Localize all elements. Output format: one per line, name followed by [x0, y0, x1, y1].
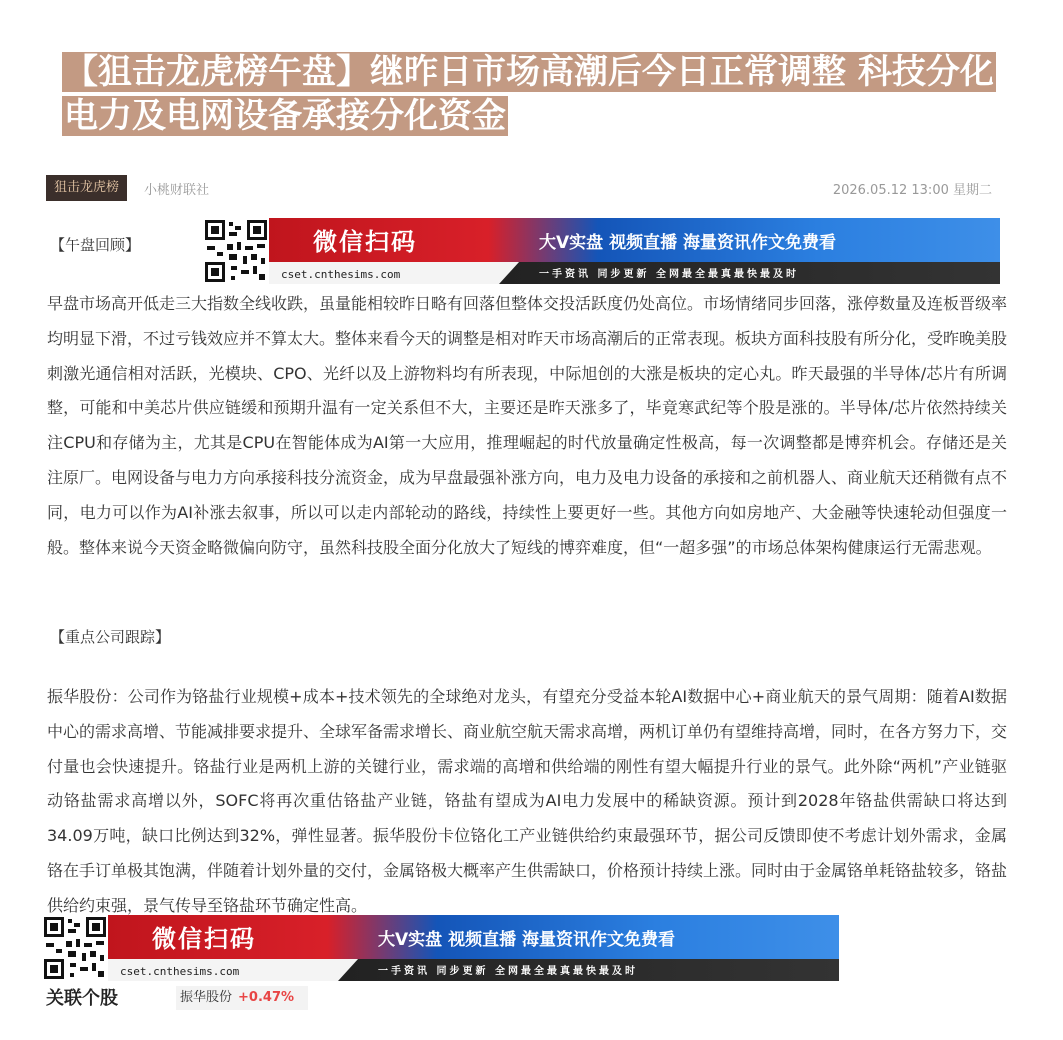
banner-title: 微信扫码 [152, 925, 256, 953]
banner-subline: 一手资讯 同步更新 全网最全最真最快最及时 [378, 966, 638, 977]
stock-change: +0.47% [238, 990, 295, 1005]
banner-body [269, 218, 1000, 284]
key-companies-paragraph: 振华股份：公司作为铬盐行业规模+成本+技术领先的全球绝对龙头，有望充分受益本轮AI数据中心+商业航天的景气周期：随着AI数据中心的需求高增、节能减排要求提升、全球军备需求增长、商业航空航天需求高增，两机订单仍有望维持高增，同时，在各方努力下，交付量也会快速提升。铬盐行业是两机上游的关键行业，需求端的高增和供给端的刚性有望大幅提升行业的景气。此外除“两机”产业链驱动铬盐需求高增以外，SOFC将再次重估铬盐产业链，铬盐有望成为AI电力发展中的稀缺资源。预计到2028年铬盐供需缺口将达到34.09万吨，缺口比例达到32%，弹性显著。振华股份卡位铬化工产业链供给约束最强环节，据公司反馈即使不考虑计划外需求，金属铬在手订单极其饱满，伴随着计划外量的交付，金属铬极大概率产生供需缺口，价格预计持续上涨。同时由于金属铬单耗铬盐较多，铬盐供给约束强，景气传导至铬盐环节确定性高。 [47, 687, 1008, 915]
wechat-banner-bottom[interactable] [42, 915, 839, 981]
column-tag[interactable]: 狙击龙虎榜 [46, 175, 127, 201]
qr-code-icon [203, 218, 269, 284]
banner-url: cset.cnthesims.com [281, 268, 401, 281]
banner-headline: 大V实盘 视频直播 海量资讯作文免费看 [539, 233, 836, 253]
article-meta [46, 175, 992, 203]
related-stocks-title: 关联个股 [46, 988, 118, 1009]
stock-name: 振华股份 [180, 990, 233, 1005]
qr-code-icon [42, 915, 108, 981]
section-heading-midday-review: 【午盘回顾】 [50, 236, 141, 254]
author: 小桃财联社 [144, 183, 210, 198]
banner-url: cset.cnthesims.com [120, 965, 240, 978]
article-title: 【狙击龙虎榜午盘】继昨日市场高潮后今日正常调整 科技分化电力及电网设备承接分化资金 [64, 52, 994, 136]
publish-date: 2026.05.12 13:00 星期二 [832, 183, 992, 198]
wechat-banner-top[interactable] [203, 218, 1000, 284]
section-heading-key-companies: 【重点公司跟踪】 [50, 628, 171, 646]
stock-chip[interactable] [176, 986, 308, 1010]
banner-title: 微信扫码 [313, 228, 417, 256]
midday-review-paragraph: 早盘市场高开低走三大指数全线收跌，虽量能相较昨日略有回落但整体交投活跃度仍处高位。市场情绪同步回落，涨停数量及连板晋级率均明显下滑，不过亏钱效应并不算太大。整体来看今天的调整是相对昨天市场高潮后的正常表现。板块方面科技股有所分化，受昨晚美股刺激光通信相对活跃，光模块、CPO、光纤以及上游物料均有所表现，中际旭创的大涨是板块的定心丸。昨天最强的半导体/芯片有所调整，可能和中美芯片供应链缓和预期升温有一定关系但不大，主要还是昨天涨多了，毕竟寒武纪等个股是涨的。半导体/芯片依然持续关注CPU和存储为主，尤其是CPU在智能体成为AI第一大应用，推理崛起的时代放量确定性极高，每一次调整都是博弈机会。存储还是关注原厂。电网设备与电力方向承接科技分流资金，成为早盘最强补涨方向，电力及电力设备的承接和之前机器人、商业航天还稍微有点不同，电力可以作为AI补涨去叙事，所以可以走内部轮动的路线，持续性上要更好一些。其他方向如房地产、大金融等快速轮动但强度一般。整体来说今天资金略微偏向防守，虽然科技股全面分化放大了短线的博弈难度，但“一超多强”的市场总体架构健康运行无需悲观。 [47, 294, 1008, 557]
banner-subline: 一手资讯 同步更新 全网最全最真最快最及时 [539, 269, 799, 280]
banner-body [108, 915, 839, 981]
banner-headline: 大V实盘 视频直播 海量资讯作文免费看 [378, 930, 675, 950]
